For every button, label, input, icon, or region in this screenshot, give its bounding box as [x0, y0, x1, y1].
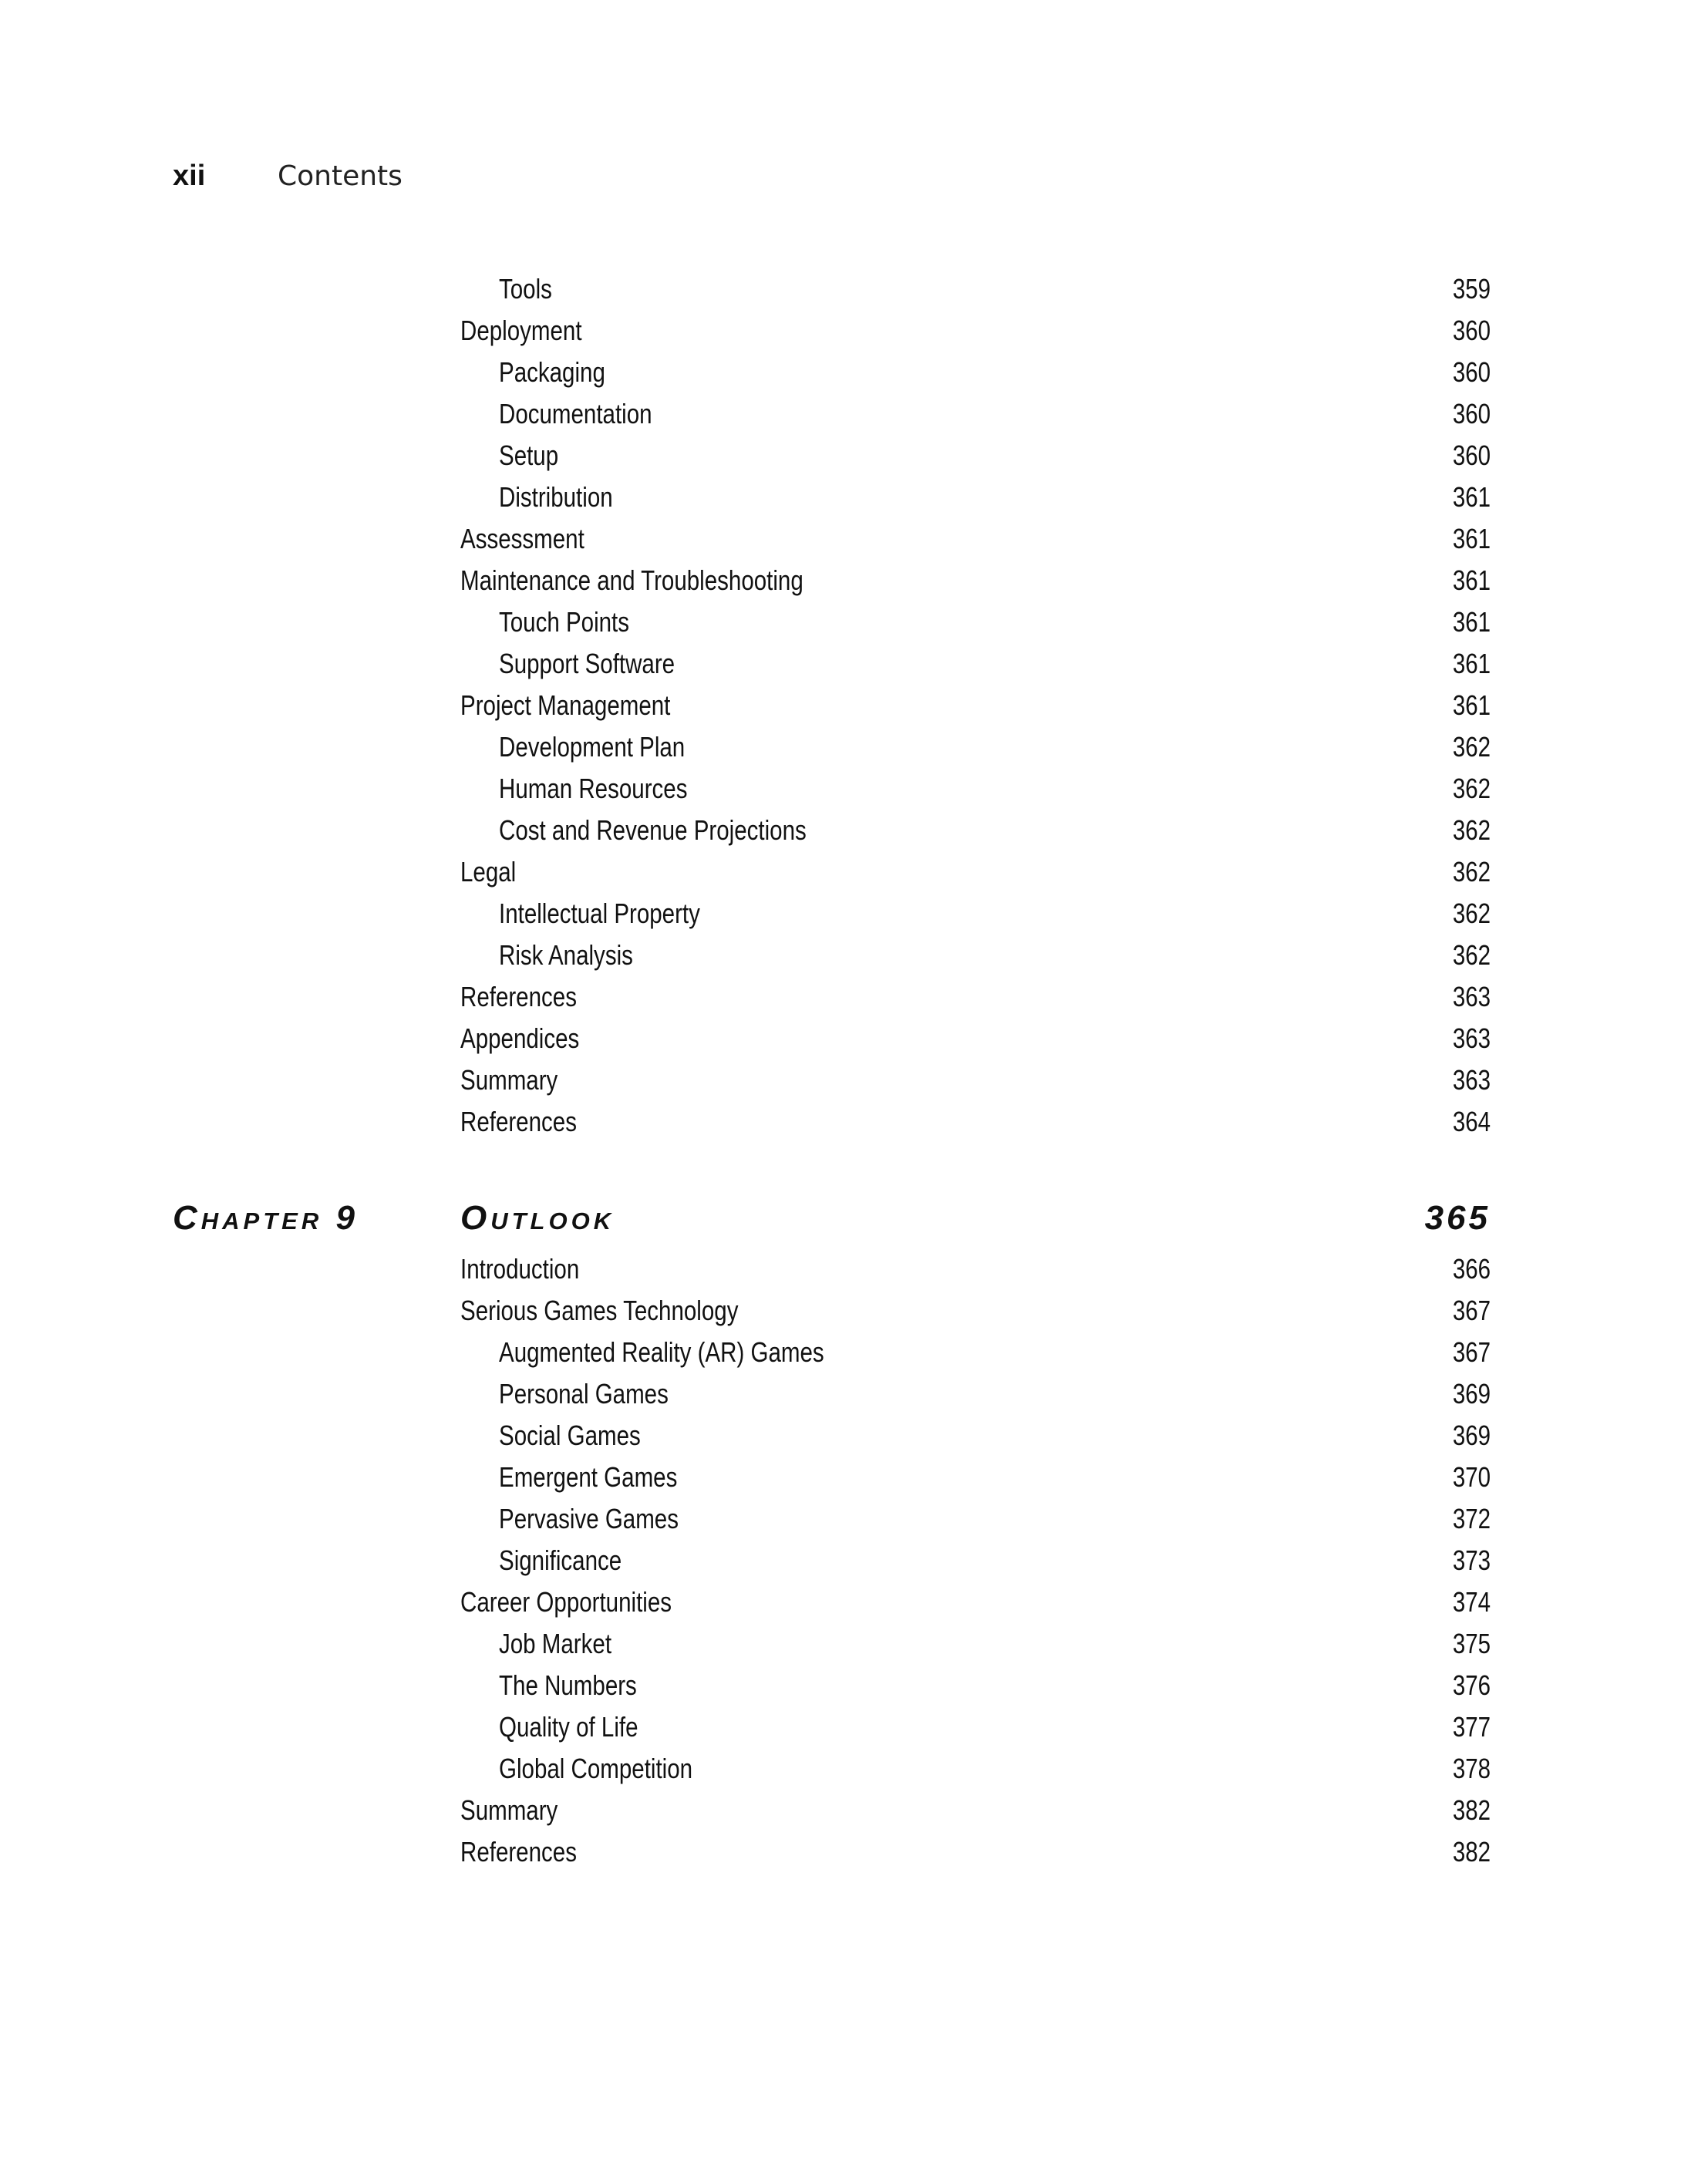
toc-entry-label: Global Competition — [499, 1753, 693, 1784]
toc-entry[interactable] — [460, 976, 1491, 1018]
toc-entry-page: 362 — [1452, 773, 1491, 804]
toc-entry-label: Development Plan — [499, 731, 686, 763]
toc-entry-label: Summary — [460, 1064, 558, 1096]
toc-entry-page: 366 — [1452, 1253, 1491, 1285]
toc-entry[interactable] — [460, 1332, 1491, 1373]
toc-entry-page: 361 — [1452, 523, 1491, 554]
toc-entry-label: Appendices — [460, 1022, 580, 1054]
toc-entry-label: Intellectual Property — [499, 898, 700, 929]
toc-entry-page: 362 — [1452, 939, 1491, 971]
toc-entry[interactable] — [460, 268, 1491, 310]
toc-entry-label: Human Resources — [499, 773, 688, 804]
toc-entry[interactable] — [460, 1498, 1491, 1540]
toc-entry-label: Personal Games — [499, 1378, 669, 1410]
toc-entry-page: 361 — [1452, 689, 1491, 721]
toc-entry[interactable] — [460, 893, 1491, 935]
toc-entry-label: Support Software — [499, 648, 675, 679]
toc-entry-label: Summary — [460, 1794, 558, 1826]
toc-entry-label: Risk Analysis — [499, 939, 633, 971]
toc-entry[interactable] — [460, 1101, 1491, 1143]
toc-entry-page: 361 — [1452, 648, 1491, 679]
toc-entry-page: 360 — [1452, 315, 1491, 346]
toc-entry-page: 363 — [1452, 1022, 1491, 1054]
toc-entry[interactable] — [460, 1290, 1491, 1332]
chapter-heading[interactable] — [173, 1194, 1491, 1243]
toc-entry-page: 363 — [1452, 1064, 1491, 1096]
toc-entry-label: References — [460, 1836, 577, 1868]
page-number: xii — [173, 159, 206, 192]
toc-entry-page: 373 — [1452, 1544, 1491, 1576]
toc-entry[interactable] — [460, 1457, 1491, 1498]
toc-entry-page: 360 — [1452, 440, 1491, 471]
toc-entry-page: 369 — [1452, 1378, 1491, 1410]
toc-entry[interactable] — [460, 1540, 1491, 1581]
toc-entry[interactable] — [460, 1748, 1491, 1790]
toc-entry-page: 376 — [1452, 1669, 1491, 1701]
toc-entry[interactable] — [460, 393, 1491, 435]
toc-entry-label: Project Management — [460, 689, 671, 721]
toc-entry-page: 382 — [1452, 1836, 1491, 1868]
toc-entry-label: Quality of Life — [499, 1711, 638, 1743]
toc-entry-page: 359 — [1452, 273, 1491, 305]
toc-entry[interactable] — [460, 726, 1491, 768]
toc-entry-page: 369 — [1452, 1420, 1491, 1451]
toc-entry-label: Serious Games Technology — [460, 1295, 739, 1326]
toc-entry-label: References — [460, 981, 577, 1012]
toc-entry-page: 367 — [1452, 1336, 1491, 1368]
toc-entry-label: Documentation — [499, 398, 652, 429]
toc-entry[interactable] — [460, 1059, 1491, 1101]
toc-entry[interactable] — [460, 935, 1491, 976]
toc-entry-page: 362 — [1452, 814, 1491, 846]
toc-entry-page: 363 — [1452, 981, 1491, 1012]
toc-entry-page: 362 — [1452, 856, 1491, 888]
toc-entry-label: Legal — [460, 856, 517, 888]
chapter-label: Chapter 9 — [173, 1199, 359, 1237]
toc-entry-label: Significance — [499, 1544, 622, 1576]
toc-entry[interactable] — [460, 435, 1491, 477]
toc-entry[interactable] — [460, 560, 1491, 601]
toc-entry[interactable] — [460, 1581, 1491, 1623]
toc-entry-page: 374 — [1452, 1586, 1491, 1618]
toc-entry-page: 360 — [1452, 356, 1491, 388]
toc-entry[interactable] — [460, 1415, 1491, 1457]
toc-entry[interactable] — [460, 810, 1491, 851]
toc-entry-label: Assessment — [460, 523, 584, 554]
toc-entry[interactable] — [460, 601, 1491, 643]
toc-entry[interactable] — [460, 310, 1491, 352]
toc-entry-label: Emergent Games — [499, 1461, 678, 1493]
toc-entry-label: The Numbers — [499, 1669, 637, 1701]
toc-entry-label: Job Market — [499, 1628, 612, 1659]
toc-entry-page: 370 — [1452, 1461, 1491, 1493]
toc-entry-label: Maintenance and Troubleshooting — [460, 564, 803, 596]
toc-entry-page: 367 — [1452, 1295, 1491, 1326]
toc-entry[interactable] — [460, 518, 1491, 560]
toc-entry-label: Introduction — [460, 1253, 580, 1285]
toc-entry[interactable] — [460, 768, 1491, 810]
toc-continued-list — [460, 268, 1491, 1143]
toc-entry-label: Social Games — [499, 1420, 641, 1451]
toc-entry-label: Packaging — [499, 356, 605, 388]
toc-entry-label: Pervasive Games — [499, 1503, 679, 1534]
toc-entry-label: Tools — [499, 273, 552, 305]
toc-entry[interactable] — [460, 1623, 1491, 1665]
toc-entry-page: 362 — [1452, 898, 1491, 929]
running-head: Contents — [278, 160, 403, 192]
page-header — [173, 154, 403, 197]
toc-entry-label: Deployment — [460, 315, 582, 346]
toc-entry-label: Distribution — [499, 481, 613, 513]
toc-entry-page: 378 — [1452, 1753, 1491, 1784]
toc-entry[interactable] — [460, 643, 1491, 685]
toc-entry[interactable] — [460, 851, 1491, 893]
toc-entry[interactable] — [460, 1248, 1491, 1290]
toc-entry[interactable] — [460, 1665, 1491, 1706]
toc-entry-page: 364 — [1452, 1106, 1491, 1137]
toc-entry[interactable] — [460, 477, 1491, 518]
toc-entry-label: Augmented Reality (AR) Games — [499, 1336, 824, 1368]
toc-entry[interactable] — [460, 1373, 1491, 1415]
toc-entry[interactable] — [460, 1790, 1491, 1831]
toc-entry[interactable] — [460, 1018, 1491, 1059]
toc-entry-label: Setup — [499, 440, 559, 471]
toc-entry-page: 372 — [1452, 1503, 1491, 1534]
toc-entry-label: References — [460, 1106, 577, 1137]
toc-entry-page: 360 — [1452, 398, 1491, 429]
toc-chapter-list — [460, 1248, 1491, 1873]
chapter-title: Outlook — [460, 1199, 615, 1237]
toc-entry-page: 377 — [1452, 1711, 1491, 1743]
chapter-page-number: 365 — [1424, 1199, 1491, 1237]
toc-entry-page: 375 — [1452, 1628, 1491, 1659]
toc-entry-page: 361 — [1452, 481, 1491, 513]
toc-entry-page: 361 — [1452, 606, 1491, 638]
toc-entry[interactable] — [460, 1706, 1491, 1748]
toc-entry-label: Touch Points — [499, 606, 630, 638]
toc-entry[interactable] — [460, 685, 1491, 726]
toc-entry[interactable] — [460, 1831, 1491, 1873]
toc-entry-page: 382 — [1452, 1794, 1491, 1826]
toc-entry-page: 361 — [1452, 564, 1491, 596]
toc-entry-label: Career Opportunities — [460, 1586, 672, 1618]
toc-entry[interactable] — [460, 352, 1491, 393]
toc-entry-page: 362 — [1452, 731, 1491, 763]
toc-entry-label: Cost and Revenue Projections — [499, 814, 807, 846]
